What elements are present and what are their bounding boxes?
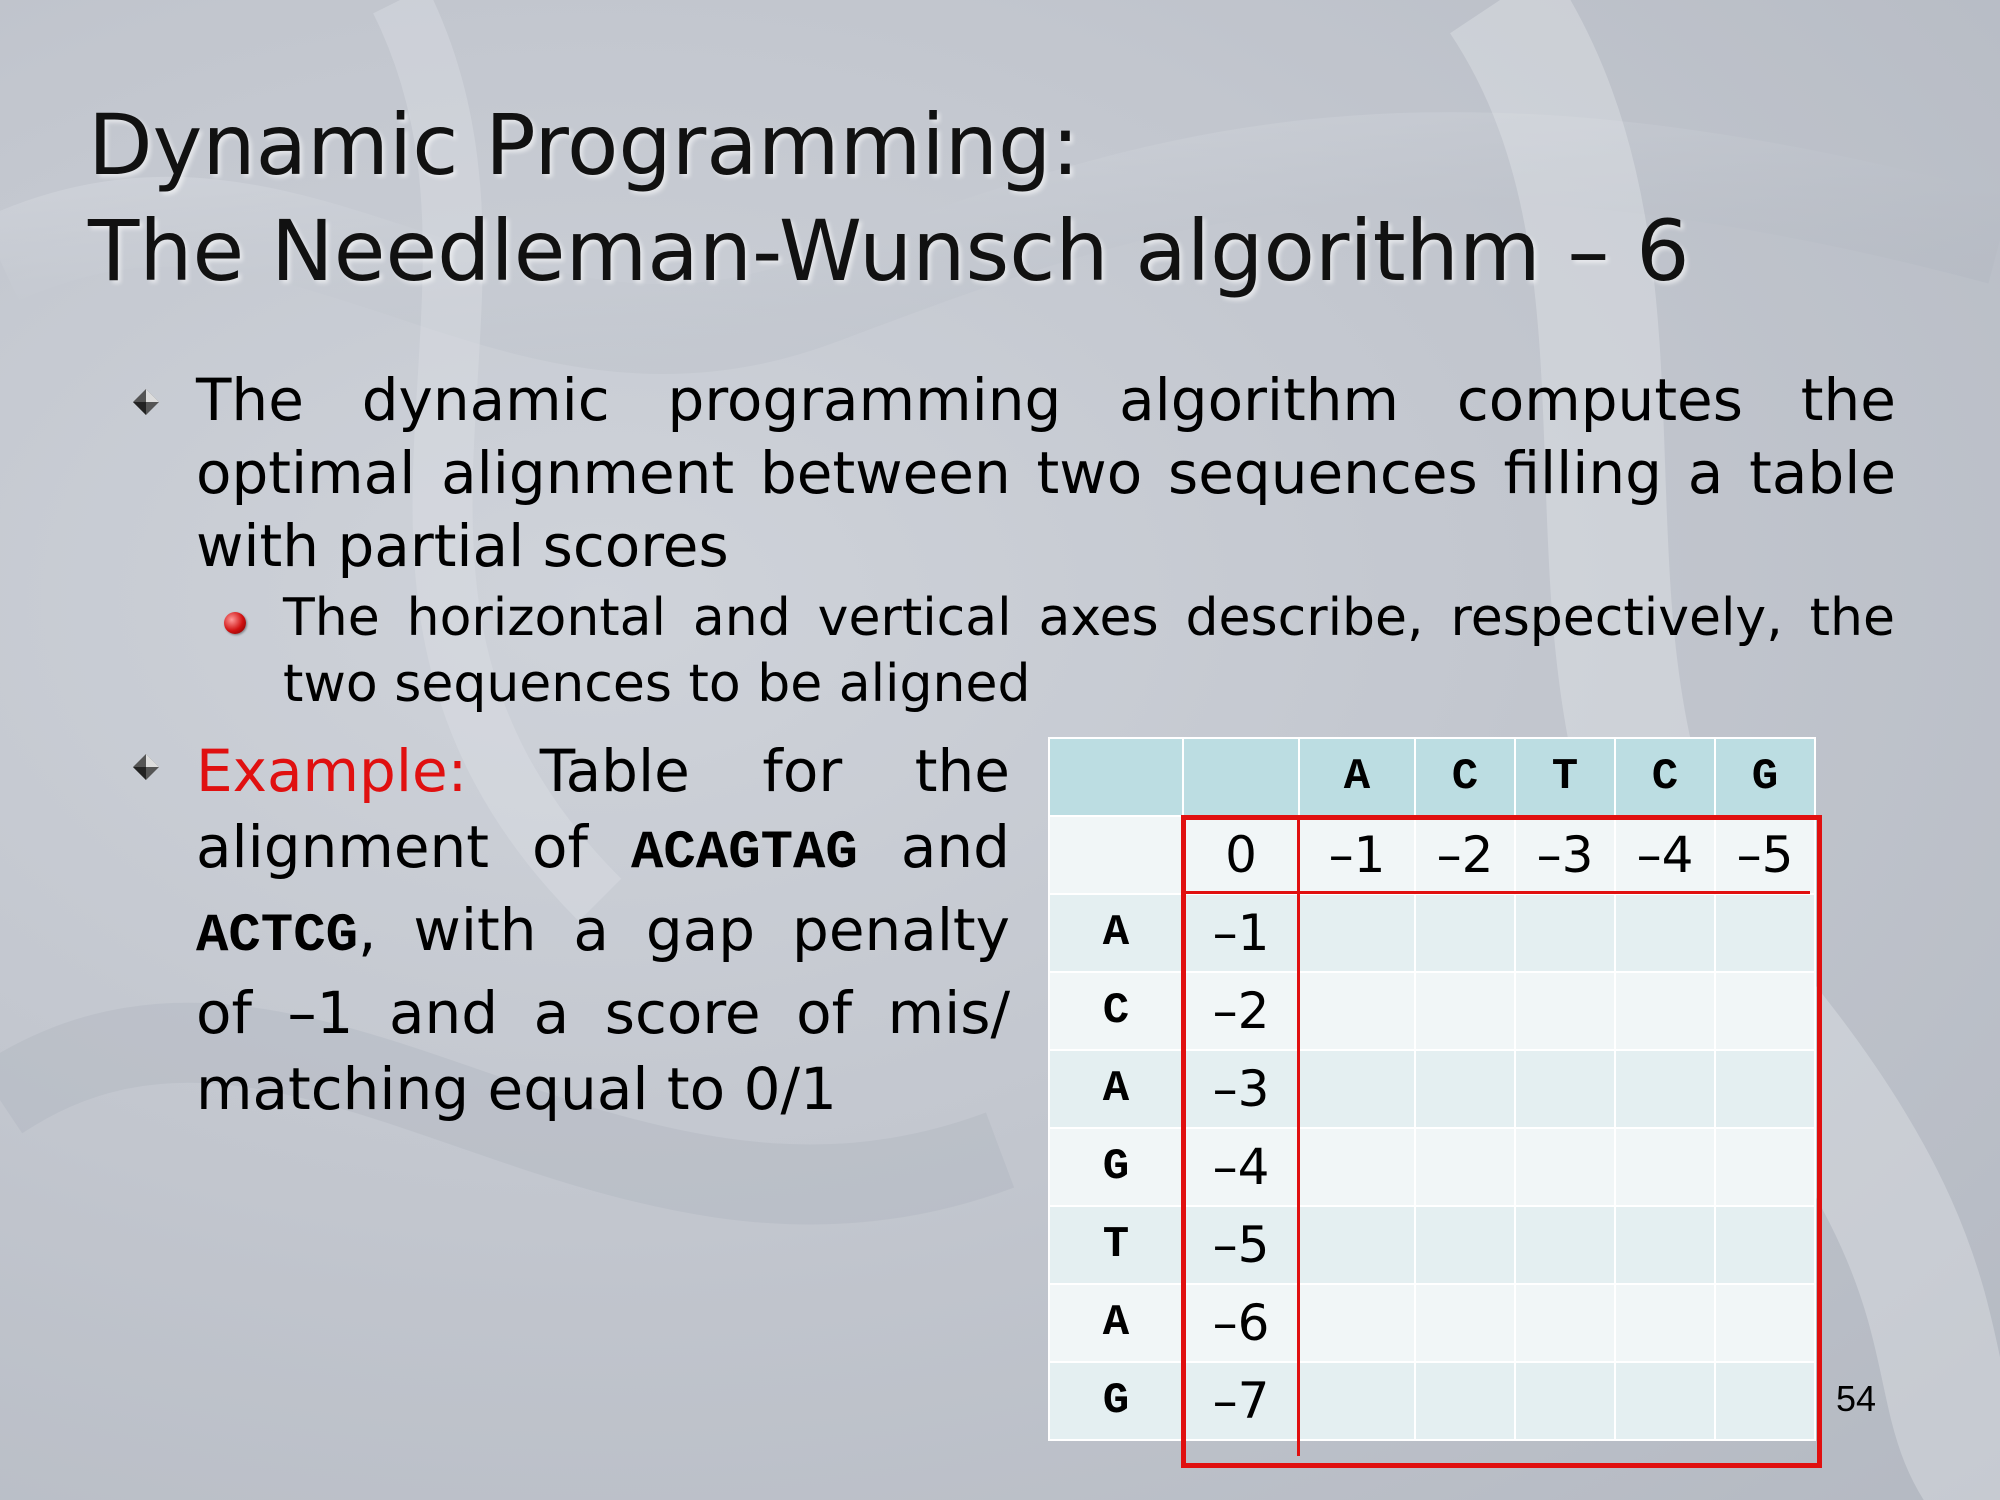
empty-score-cell [1615,1206,1715,1284]
row-label: A [1049,894,1183,972]
empty-score-cell [1415,1284,1515,1362]
empty-score-cell [1515,1050,1615,1128]
empty-score-cell [1299,1362,1415,1440]
empty-score-cell [1299,894,1415,972]
column-label: C [1615,738,1715,816]
row-label: A [1049,1050,1183,1128]
score-cell: –5 [1183,1206,1299,1284]
table-empty-cell [1049,816,1183,894]
empty-score-cell [1715,1128,1815,1206]
empty-score-cell [1415,894,1515,972]
empty-score-cell [1715,1050,1815,1128]
table-row [1049,1206,1815,1284]
bullet-example [196,733,1010,1127]
table-row [1049,1284,1815,1362]
empty-score-cell [1299,972,1415,1050]
initial-column-divider [1297,818,1300,1456]
title-line-1: Dynamic Programming: [88,96,1080,194]
score-cell: –5 [1715,816,1815,894]
initial-row-divider [1184,891,1810,894]
empty-score-cell [1615,1362,1715,1440]
score-cell: –3 [1515,816,1615,894]
empty-score-cell [1415,1050,1515,1128]
empty-score-cell [1299,1206,1415,1284]
empty-score-cell [1515,1362,1615,1440]
score-cell: –2 [1183,972,1299,1050]
score-cell: –4 [1615,816,1715,894]
column-label: A [1299,738,1415,816]
score-cell: –7 [1183,1362,1299,1440]
empty-score-cell [1299,1128,1415,1206]
score-cell: –6 [1183,1284,1299,1362]
empty-score-cell [1615,894,1715,972]
empty-score-cell [1515,1206,1615,1284]
empty-score-cell [1715,894,1815,972]
score-cell: –4 [1183,1128,1299,1206]
diamond-bullet-icon [131,752,161,782]
empty-score-cell [1415,1128,1515,1206]
empty-score-cell [1299,1284,1415,1362]
empty-score-cell [1415,1206,1515,1284]
table-row-initial [1049,816,1815,894]
score-cell: –1 [1299,816,1415,894]
empty-score-cell [1415,1362,1515,1440]
column-label: T [1515,738,1615,816]
column-label: G [1715,738,1815,816]
empty-score-cell [1515,1284,1615,1362]
empty-score-cell [1515,1128,1615,1206]
example-text-3: , with a gap penalty of –1 and a score of mis/ matching equal to 0/1 [196,896,1010,1123]
example-text-2: and [857,813,1010,881]
score-cell: –3 [1183,1050,1299,1128]
table-row [1049,1362,1815,1440]
table-corner-cell [1183,738,1299,816]
empty-score-cell [1615,1128,1715,1206]
row-label: C [1049,972,1183,1050]
slide-title [88,92,1888,304]
diamond-bullet-icon [131,387,161,417]
sequence-1: ACAGTAG [631,823,858,884]
score-cell: –2 [1415,816,1515,894]
example-text-1: Table for the alignment of [196,737,1010,881]
empty-score-cell [1615,1050,1715,1128]
table-row [1049,1050,1815,1128]
table-header-row [1049,738,1815,816]
empty-score-cell [1715,1284,1815,1362]
empty-score-cell [1515,972,1615,1050]
empty-score-cell [1615,1284,1715,1362]
row-label: T [1049,1206,1183,1284]
empty-score-cell [1715,972,1815,1050]
bullet-dp-algorithm: The dynamic programming algorithm computes the optimal alignment between two sequences filling a table with partial scores [196,366,1896,580]
page-number: 54 [1836,1378,1877,1419]
empty-score-cell [1615,972,1715,1050]
score-cell: 0 [1183,816,1299,894]
empty-score-cell [1299,1050,1415,1128]
red-dot-bullet-icon [224,612,246,634]
title-line-2: The Needleman-Wunsch algorithm – 6 [88,202,1690,300]
row-label: G [1049,1128,1183,1206]
row-label: G [1049,1362,1183,1440]
score-cell: –1 [1183,894,1299,972]
table-corner-cell [1049,738,1183,816]
sub-bullet-axes: The horizontal and vertical axes describe, respectively, the two sequences to be aligned [283,588,1895,714]
sequence-2: ACTCG [196,906,359,967]
empty-score-cell [1715,1362,1815,1440]
empty-score-cell [1715,1206,1815,1284]
empty-score-cell [1415,972,1515,1050]
column-label: C [1415,738,1515,816]
alignment-score-table [1048,737,1816,1441]
table-row [1049,1128,1815,1206]
example-label: Example: [196,737,468,805]
empty-score-cell [1515,894,1615,972]
table-row [1049,972,1815,1050]
row-label: A [1049,1284,1183,1362]
table-row [1049,894,1815,972]
